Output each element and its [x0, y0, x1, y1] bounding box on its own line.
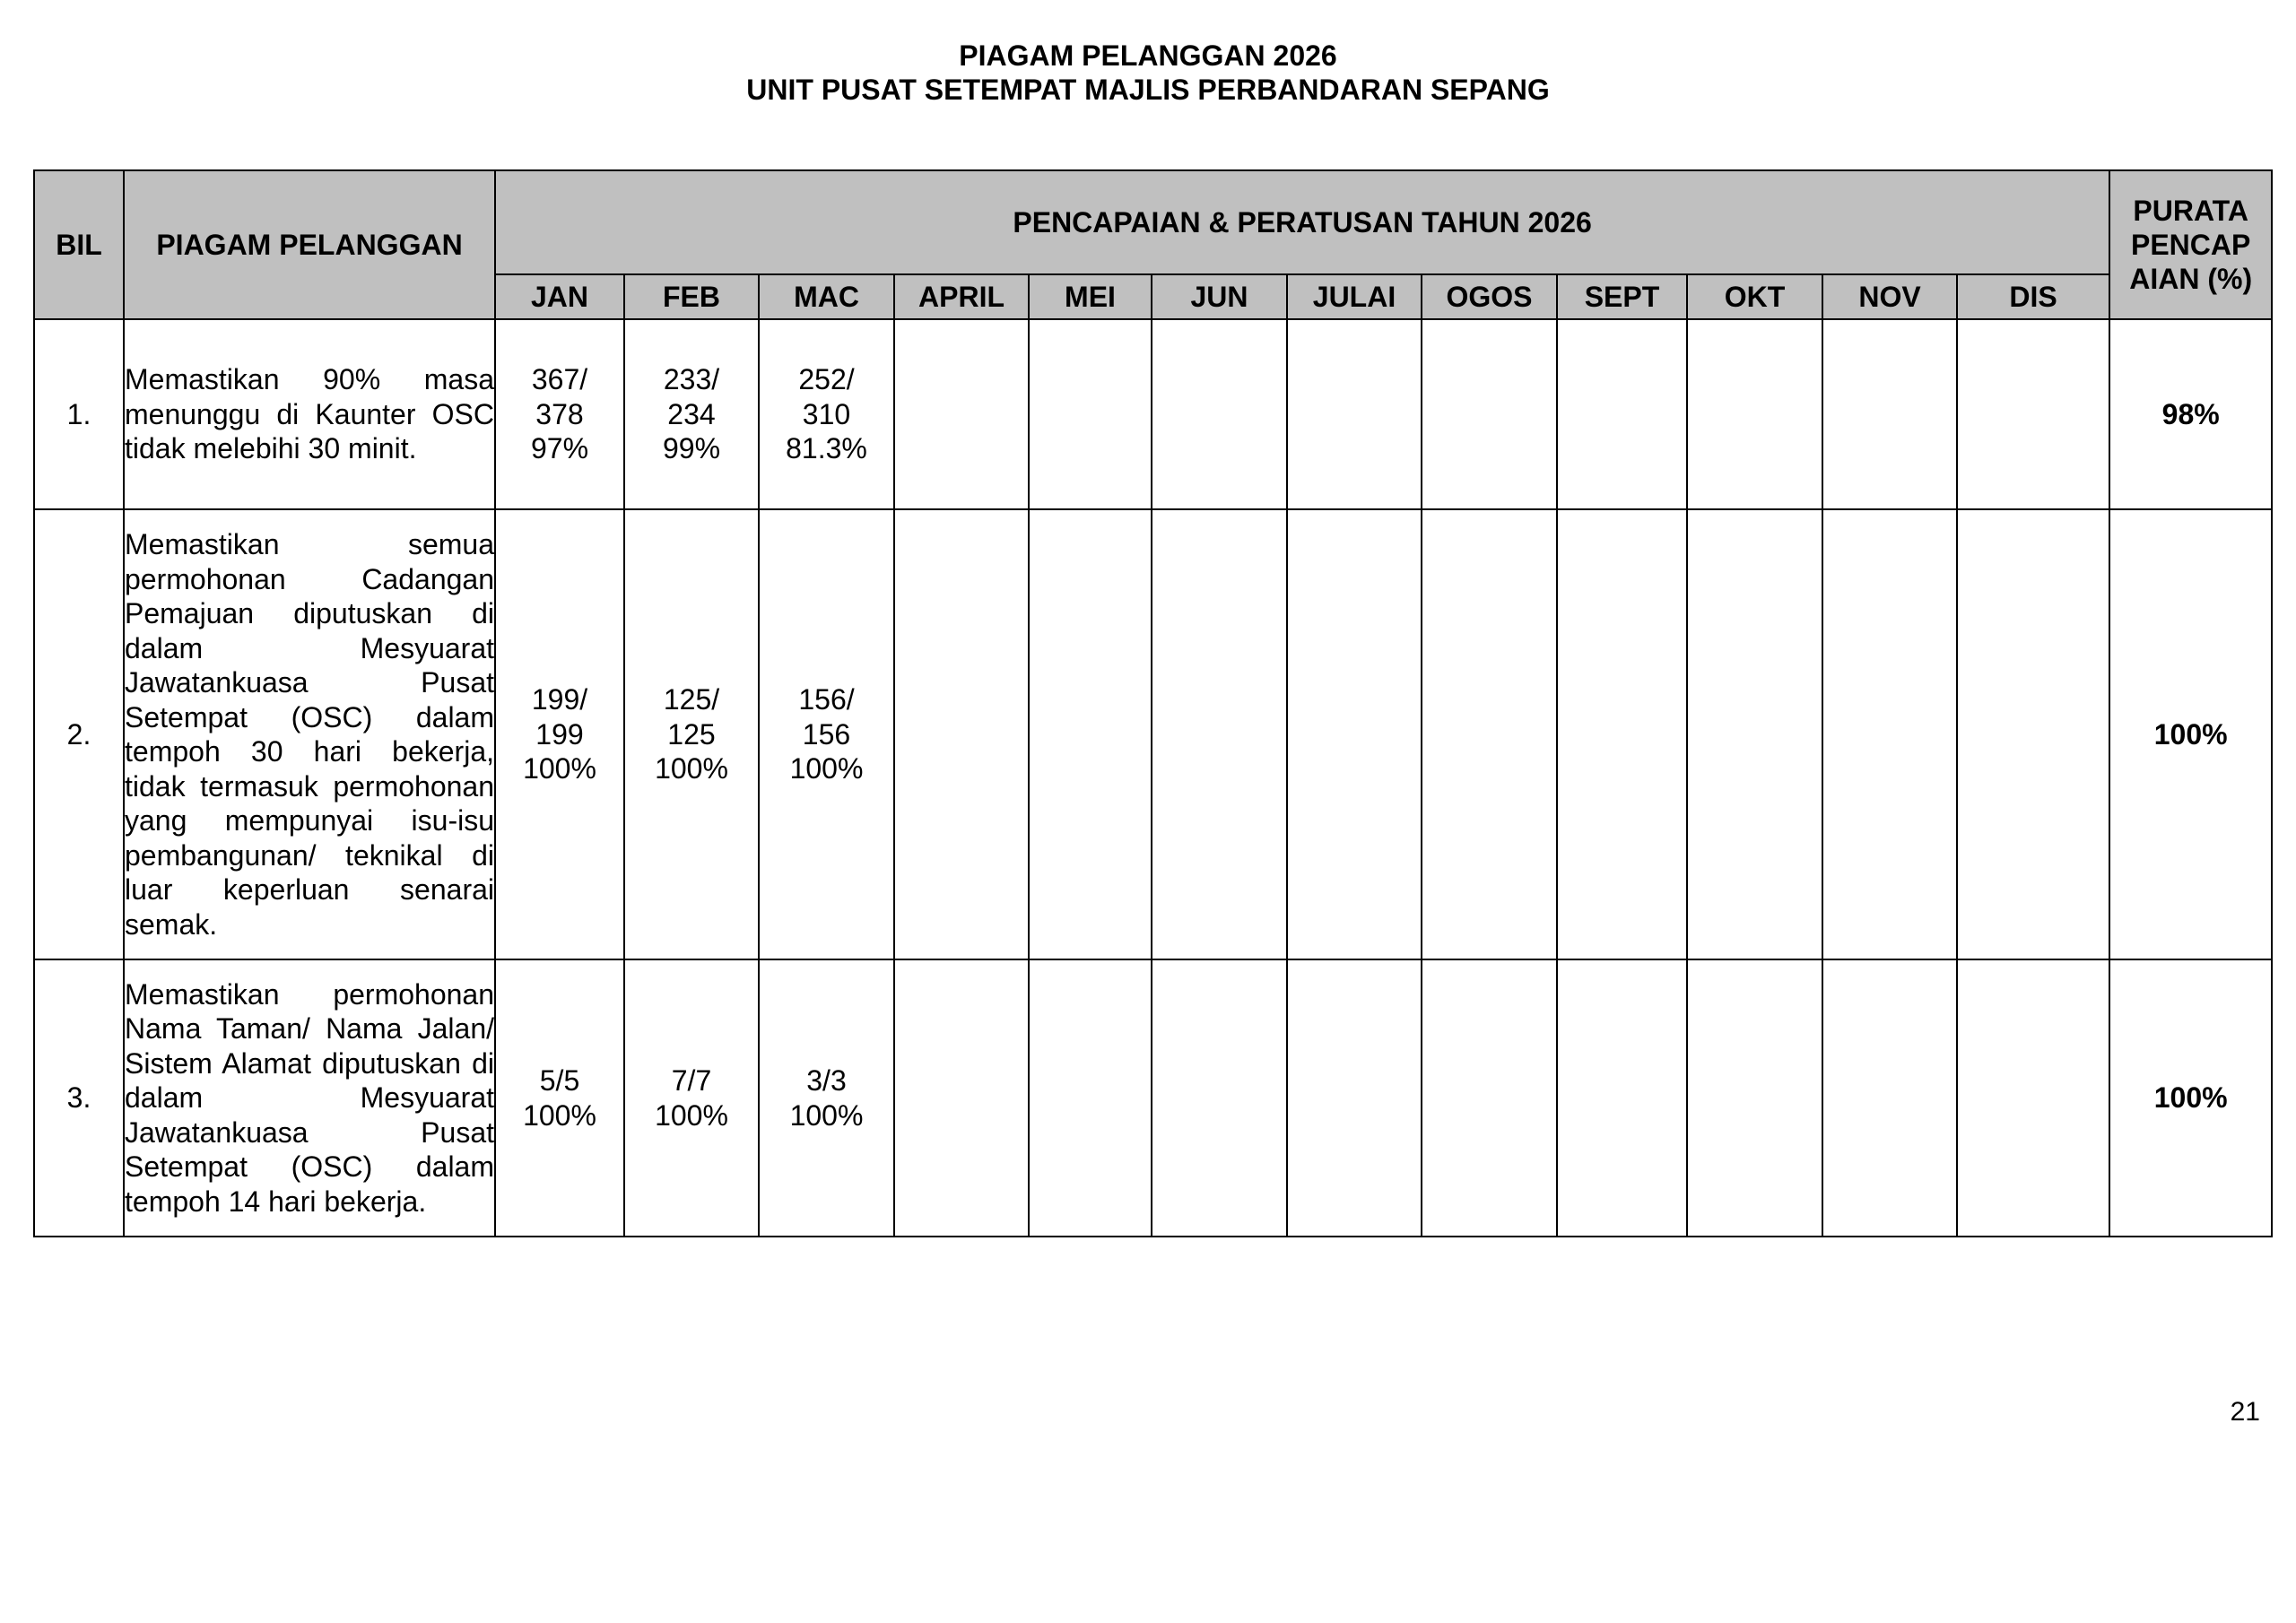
month-header: OGOS — [1422, 274, 1557, 319]
average-achievement: 100% — [2109, 959, 2272, 1237]
month-value-cell — [894, 509, 1029, 959]
row-number: 1. — [34, 319, 124, 509]
month-value-cell: 5/5 100% — [495, 959, 624, 1237]
month-value-cell — [1152, 959, 1287, 1237]
table-row — [34, 959, 2272, 1237]
month-value-cell — [894, 319, 1029, 509]
month-value-cell: 125/ 125 100% — [624, 509, 759, 959]
header-pencapaian: PENCAPAIAN & PERATUSAN TAHUN 2026 — [495, 170, 2109, 274]
month-header: MEI — [1029, 274, 1152, 319]
month-value-cell: 156/ 156 100% — [759, 509, 894, 959]
month-value-cell — [1957, 959, 2109, 1237]
month-value-cell — [1287, 319, 1422, 509]
month-header: NOV — [1822, 274, 1957, 319]
month-value-cell — [1957, 319, 2109, 509]
month-value-cell — [1422, 959, 1557, 1237]
month-value-cell — [1029, 959, 1152, 1237]
month-value-cell: 199/ 199 100% — [495, 509, 624, 959]
month-value-cell: 7/7 100% — [624, 959, 759, 1237]
month-value-cell — [1029, 509, 1152, 959]
header-bil: BIL — [34, 170, 124, 319]
month-value-cell — [1557, 319, 1687, 509]
month-header: APRIL — [894, 274, 1029, 319]
month-value-cell — [894, 959, 1029, 1237]
header-piagam-pelanggan: PIAGAM PELANGGAN — [124, 170, 495, 319]
month-value-cell — [1687, 959, 1822, 1237]
average-achievement: 100% — [2109, 509, 2272, 959]
month-value-cell — [1557, 509, 1687, 959]
month-header: OKT — [1687, 274, 1822, 319]
month-header: SEPT — [1557, 274, 1687, 319]
month-value-cell — [1152, 319, 1287, 509]
month-value-cell: 233/ 234 99% — [624, 319, 759, 509]
month-value-cell — [1822, 509, 1957, 959]
month-value-cell — [1287, 509, 1422, 959]
month-value-cell — [1687, 319, 1822, 509]
month-header: JULAI — [1287, 274, 1422, 319]
row-number: 3. — [34, 959, 124, 1237]
month-value-cell — [1422, 319, 1557, 509]
document-title: PIAGAM PELANGGAN 2026 — [959, 39, 1337, 72]
month-value-cell: 367/ 378 97% — [495, 319, 624, 509]
header-purata: PURATA PENCAP AIAN (%) — [2109, 170, 2272, 319]
month-value-cell — [1557, 959, 1687, 1237]
month-value-cell — [1957, 509, 2109, 959]
month-header: JUN — [1152, 274, 1287, 319]
row-number: 2. — [34, 509, 124, 959]
page-number: 21 — [2230, 1397, 2260, 1427]
charter-description: Memastikan 90% masa menunggu di Kaunter OSC tidak melebihi 30 minit. — [124, 319, 495, 509]
month-header: MAC — [759, 274, 894, 319]
table-row — [34, 509, 2272, 959]
customer-charter-table — [33, 169, 2273, 1237]
charter-description: Memastikan semua permohonan Cadangan Pemajuan diputuskan di dalam Mesyuarat Jawatankuasa Pusat Setempat (OSC) dalam tempoh 30 hari bekerja, tidak termasuk permohonan yang mempunyai isu-isu pembangunan/ teknikal di luar keperluan senarai semak. — [124, 509, 495, 959]
month-header: JAN — [495, 274, 624, 319]
month-value-cell — [1152, 509, 1287, 959]
month-value-cell: 252/ 310 81.3% — [759, 319, 894, 509]
charter-description: Memastikan permohonan Nama Taman/ Nama Jalan/ Sistem Alamat diputuskan di dalam Mesyuarat Jawatankuasa Pusat Setempat (OSC) dalam tempoh 14 hari bekerja. — [124, 959, 495, 1237]
document-subtitle: UNIT PUSAT SETEMPAT MAJLIS PERBANDARAN SEPANG — [746, 74, 1550, 106]
month-value-cell — [1822, 319, 1957, 509]
month-header: DIS — [1957, 274, 2109, 319]
month-value-cell — [1287, 959, 1422, 1237]
month-value-cell — [1687, 509, 1822, 959]
month-header: FEB — [624, 274, 759, 319]
month-value-cell: 3/3 100% — [759, 959, 894, 1237]
month-value-cell — [1822, 959, 1957, 1237]
average-achievement: 98% — [2109, 319, 2272, 509]
month-value-cell — [1422, 509, 1557, 959]
table-row — [34, 319, 2272, 509]
month-value-cell — [1029, 319, 1152, 509]
